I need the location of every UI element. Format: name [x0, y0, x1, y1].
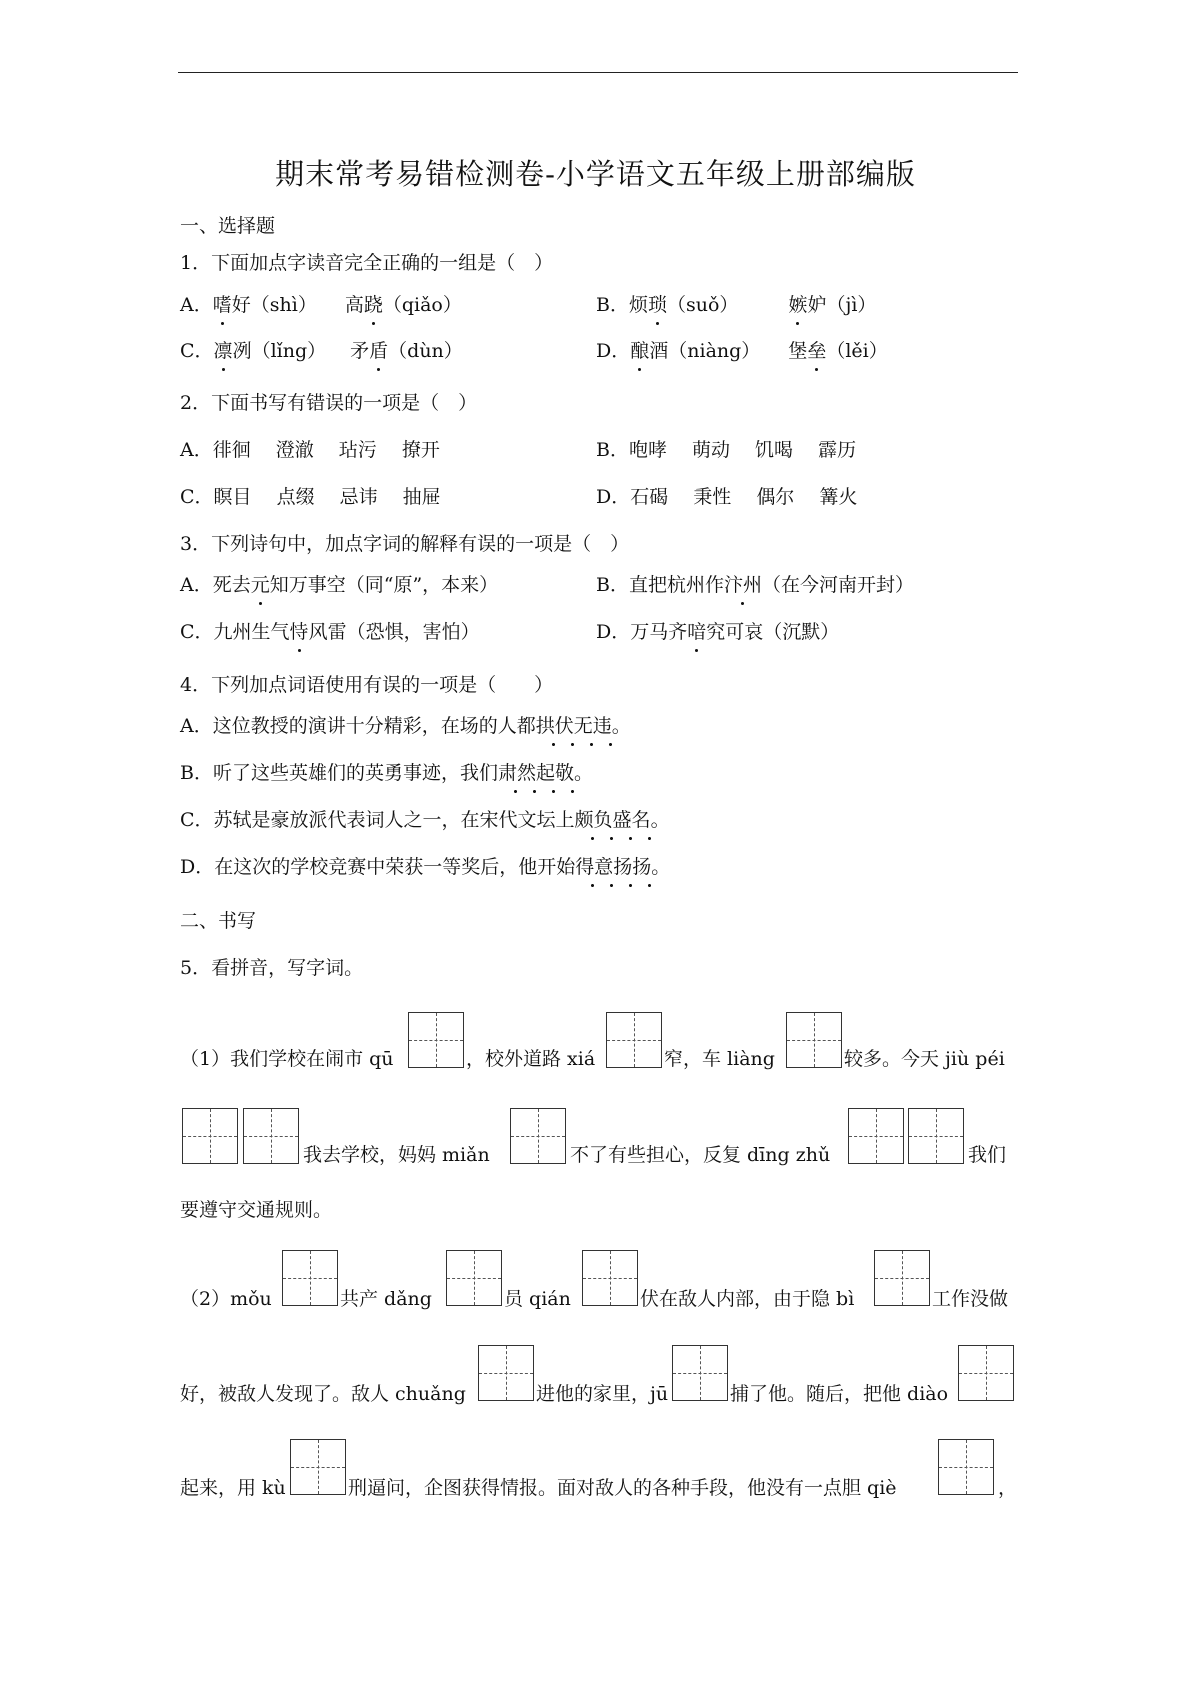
q2-stem: 2．下面书写有错误的一项是（ ） — [180, 392, 478, 414]
q1-option-d: D．酿酒（niàng） 堡垒（lěi） — [596, 340, 888, 362]
q5-p1-text-4: 较多。今天 jiù péi — [844, 1048, 1005, 1070]
tianzige-box[interactable] — [672, 1345, 728, 1401]
q5-p2-text-3: 员 qián — [504, 1288, 571, 1310]
tianzige-box[interactable] — [848, 1108, 904, 1164]
q5-p2-text-10: 刑逼问，企图获得情报。面对敌人的各种手段，他没有一点胆 qiè — [348, 1477, 897, 1499]
q2-option-b: B．咆哮 萌动 饥喝 霹历 — [596, 439, 857, 461]
q1-option-a: A．嗜好（shì） 高跷（qiǎo） — [180, 294, 462, 316]
q5-p1-text-5: 我去学校，妈妈 miǎn — [303, 1144, 490, 1166]
q4-option-a: A．这位教授的演讲十分精彩，在场的人都拱伏无违。 — [180, 715, 631, 737]
tianzige-box[interactable] — [510, 1108, 566, 1164]
q5-p2-text-7: 进他的家里，jū — [536, 1383, 669, 1405]
q5-p2-text-6: 好，被敌人发现了。敌人 chuǎng — [180, 1383, 466, 1405]
q5-p1-text-1: （1）我们学校在闹市 qū — [180, 1048, 394, 1070]
q5-p2-text-9: 起来，用 kù — [180, 1477, 286, 1499]
q2-option-d: D．石碣 秉性 偶尔 篝火 — [596, 486, 858, 508]
tianzige-box[interactable] — [938, 1439, 994, 1495]
q3-stem: 3．下列诗句中，加点字词的解释有误的一项是（ ） — [180, 533, 630, 555]
tianzige-box[interactable] — [243, 1108, 299, 1164]
section-heading-writing: 二、书写 — [180, 910, 257, 932]
tianzige-box[interactable] — [408, 1012, 464, 1068]
q5-p2-text-2: 共产 dǎng — [340, 1288, 432, 1310]
tianzige-box[interactable] — [282, 1250, 338, 1306]
q4-option-d: D．在这次的学校竞赛中荣获一等奖后，他开始得意扬扬。 — [180, 856, 671, 878]
q5-p1-text-8: 要遵守交通规则。 — [180, 1199, 333, 1221]
section-heading-choice: 一、选择题 — [180, 215, 276, 237]
q1-option-c: C．凛冽（lǐng） 矛盾（dùn） — [180, 340, 463, 362]
q1-option-b: B．烦琐（suǒ） 嫉妒（jì） — [596, 294, 877, 316]
tianzige-box[interactable] — [446, 1250, 502, 1306]
tianzige-box[interactable] — [582, 1250, 638, 1306]
q5-p1-text-7: 我们 — [968, 1144, 1007, 1166]
q2-option-c: C．瞑目 点缀 忌讳 抽屉 — [180, 486, 441, 508]
q5-p2-text-4: 伏在敌人内部，由于隐 bì — [640, 1288, 855, 1310]
q4-a-dotted: 拱伏无违 — [535, 715, 612, 737]
q4-option-c: C．苏轼是豪放派代表词人之一，在宋代文坛上颇负盛名。 — [180, 809, 670, 831]
q3-option-a: A．死去元知万事空（同“原”，本来） — [180, 574, 499, 596]
tianzige-box[interactable] — [874, 1250, 930, 1306]
q4-b-dotted: 肃然起敬 — [497, 762, 574, 784]
q4-stem: 4．下列加点词语使用有误的一项是（ ） — [180, 674, 554, 696]
header-rule — [178, 72, 1018, 73]
q5-p2-text-11: ， — [998, 1477, 1018, 1499]
tianzige-box[interactable] — [958, 1345, 1014, 1401]
tianzige-box[interactable] — [182, 1108, 238, 1164]
q5-p1-text-2: ，校外道路 xiá — [466, 1048, 596, 1070]
tianzige-box[interactable] — [786, 1012, 842, 1068]
q5-p1-text-3: 窄，车 liàng — [664, 1048, 775, 1070]
tianzige-box[interactable] — [606, 1012, 662, 1068]
q5-p2-text-8: 捕了他。随后，把他 diào — [730, 1383, 949, 1405]
page-title: 期末常考易错检测卷-小学语文五年级上册部编版 — [275, 157, 916, 191]
q3-option-b: B．直把杭州作汴州（在今河南开封） — [596, 574, 914, 596]
q5-p2-text-1: （2）mǒu — [180, 1288, 272, 1310]
q5-stem: 5．看拼音，写字词。 — [180, 957, 364, 979]
q4-c-dotted: 颇负盛名 — [574, 809, 651, 831]
tianzige-box[interactable] — [908, 1108, 964, 1164]
q5-p1-text-6: 不了有些担心，反复 dīng zhǔ — [570, 1144, 831, 1166]
q3-option-c: C．九州生气恃风雷（恐惧，害怕） — [180, 621, 480, 643]
q4-d-dotted: 得意扬扬 — [575, 856, 652, 878]
q2-option-a: A．徘徊 澄澈 玷污 撩开 — [180, 439, 440, 461]
tianzige-box[interactable] — [478, 1345, 534, 1401]
tianzige-box[interactable] — [290, 1439, 346, 1495]
q1-stem: 1．下面加点字读音完全正确的一组是（ ） — [180, 252, 554, 274]
q4-option-b: B．听了这些英雄们的英勇事迹，我们肃然起敬。 — [180, 762, 593, 784]
q5-p2-text-5: 工作没做 — [932, 1288, 1009, 1310]
q3-option-d: D．万马齐喑究可哀（沉默） — [596, 621, 840, 643]
